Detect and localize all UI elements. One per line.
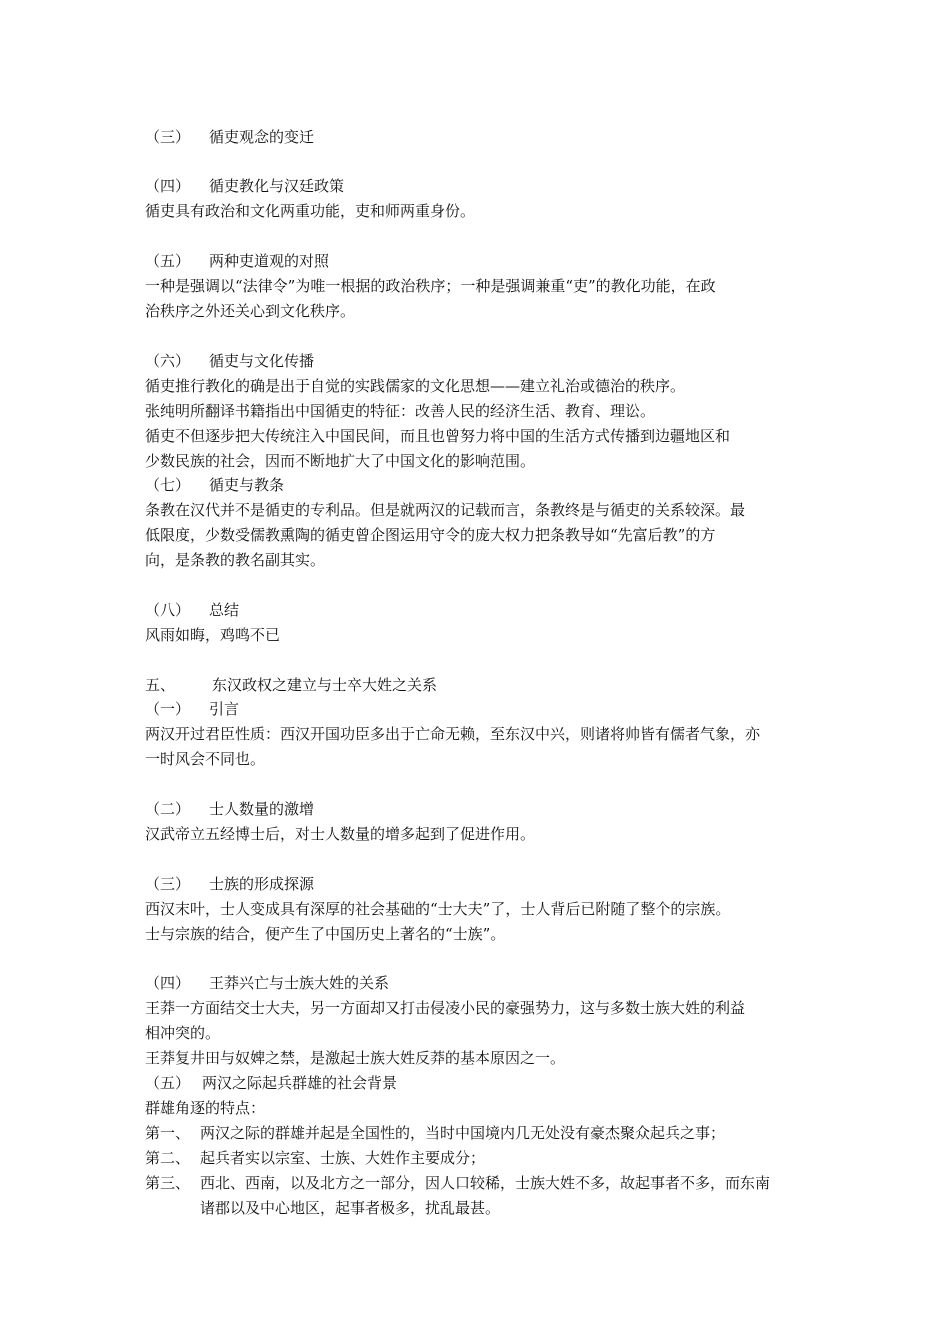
section-title: 两汉之际起兵群雄的社会背景 [202,1074,398,1092]
list-item-text: 两汉之际的群雄并起是全国性的，当时中国境内几无处没有豪杰聚众起兵之事； [200,1124,726,1142]
paragraph-line: 循吏具有政治和文化两重功能，吏和师两重身份。 [145,202,476,220]
paragraph-line: 一时风会不同也。 [145,750,266,768]
paragraph-line: 王莽一方面结交士大夫，另一方面却又打击侵凌小民的豪强势力，这与多数士族大姓的利益 [145,999,746,1017]
list-item [145,1146,200,1170]
chapter-heading [145,673,437,697]
list-item-text: 起兵者实以宗室、士族、大姓作主要成分； [200,1149,486,1167]
paragraph-line: 少数民族的社会，因而不断地扩大了中国文化的影响范围。 [145,452,536,470]
paragraph-line: 循吏不但逐步把大传统注入中国民间，而且也曾努力将中国的生活方式传播到边疆地区和 [145,427,731,445]
section-title: 循吏与教条 [209,476,285,494]
paragraph-line: 循吏推行教化的确是出于自觉的实践儒家的文化思想——建立礼治或德治的秩序。 [145,377,686,395]
section-number: （五） [145,1074,191,1092]
section-title: 士人数量的激增 [209,800,315,818]
section-heading [145,872,314,896]
section-title: 引言 [209,700,240,718]
section-title: 士族的形成探源 [209,875,315,893]
list-item-label: 第三、 [145,1174,191,1192]
section-number: （三） [145,875,191,893]
paragraph-line: 士与宗族的结合，便产生了中国历史上著名的“士族”。 [145,925,506,943]
section-heading [145,174,344,198]
section-number: （三） [145,128,191,146]
list-item-text: 西北、西南，以及北方之一部分，因人口较稀，士族大姓不多，故起事者不多，而东南 [200,1174,771,1192]
section-number: （四） [145,974,191,992]
section-title: 两种吏道观的对照 [209,252,330,270]
section-number: （八） [145,601,191,619]
section-number: （六） [145,352,191,370]
section-title: 循吏观念的变迁 [209,128,315,146]
section-number: （五） [145,252,191,270]
section-title: 循吏教化与汉廷政策 [209,177,345,195]
paragraph-line: 低限度，少数受儒教熏陶的循吏曾企图运用守令的庞大权力把条教导如“先富后教”的方 [145,526,716,544]
section-heading [145,349,314,373]
section-number: （四） [145,177,191,195]
section-number: （一） [145,700,191,718]
list-item-text: 诸郡以及中心地区，起事者极多，扰乱最甚。 [200,1199,501,1217]
section-heading [145,797,314,821]
list-item [145,1121,200,1145]
paragraph-line: 两汉开过君臣性质：西汉开国功臣多出于亡命无赖，至东汉中兴，则诸将帅皆有儒者气象，亦 [145,725,761,743]
section-number: （二） [145,800,191,818]
paragraph-line: 相冲突的。 [145,1024,221,1042]
section-title: 循吏与文化传播 [209,352,315,370]
section-heading [145,971,389,995]
section-heading [145,598,239,622]
section-title: 王莽兴亡与士族大姓的关系 [209,974,390,992]
section-heading [145,1071,397,1095]
paragraph-line: 治秩序之外还关心到文化秩序。 [145,302,356,320]
paragraph-line: 汉武帝立五经博士后，对士人数量的增多起到了促进作用。 [145,825,536,843]
chapter-number: 五、 [145,676,176,694]
section-heading [145,473,284,497]
paragraph-line: 向，是条教的教名副其实。 [145,551,326,569]
paragraph-line: 条教在汉代并不是循吏的专利品。但是就两汉的记载而言，条教终是与循吏的关系较深。最 [145,501,746,519]
paragraph-line: 一种是强调以“法律令”为唯一根据的政治秩序；一种是强调兼重“吏”的教化功能，在政 [145,277,716,295]
paragraph-line: 群雄角逐的特点： [145,1099,266,1117]
section-heading [145,249,329,273]
section-heading [145,125,314,149]
list-item [145,1171,200,1195]
section-title: 总结 [209,601,240,619]
paragraph-line: 风雨如晦，鸡鸣不已 [145,626,281,644]
paragraph-line: 张纯明所翻译书籍指出中国循吏的特征：改善人民的经济生活、教育、理讼。 [145,402,656,420]
list-item-label: 第二、 [145,1149,191,1167]
paragraph-line: 西汉末叶，士人变成具有深厚的社会基础的“士大夫”了，士人背后已附随了整个的宗族。 [145,900,731,918]
section-number: （七） [145,476,191,494]
chapter-title: 东汉政权之建立与士卒大姓之关系 [212,676,438,694]
paragraph-line: 王莽复井田与奴婢之禁，是激起士族大姓反莽的基本原因之一。 [145,1049,566,1067]
list-item-label: 第一、 [145,1124,191,1142]
section-heading [145,697,239,721]
